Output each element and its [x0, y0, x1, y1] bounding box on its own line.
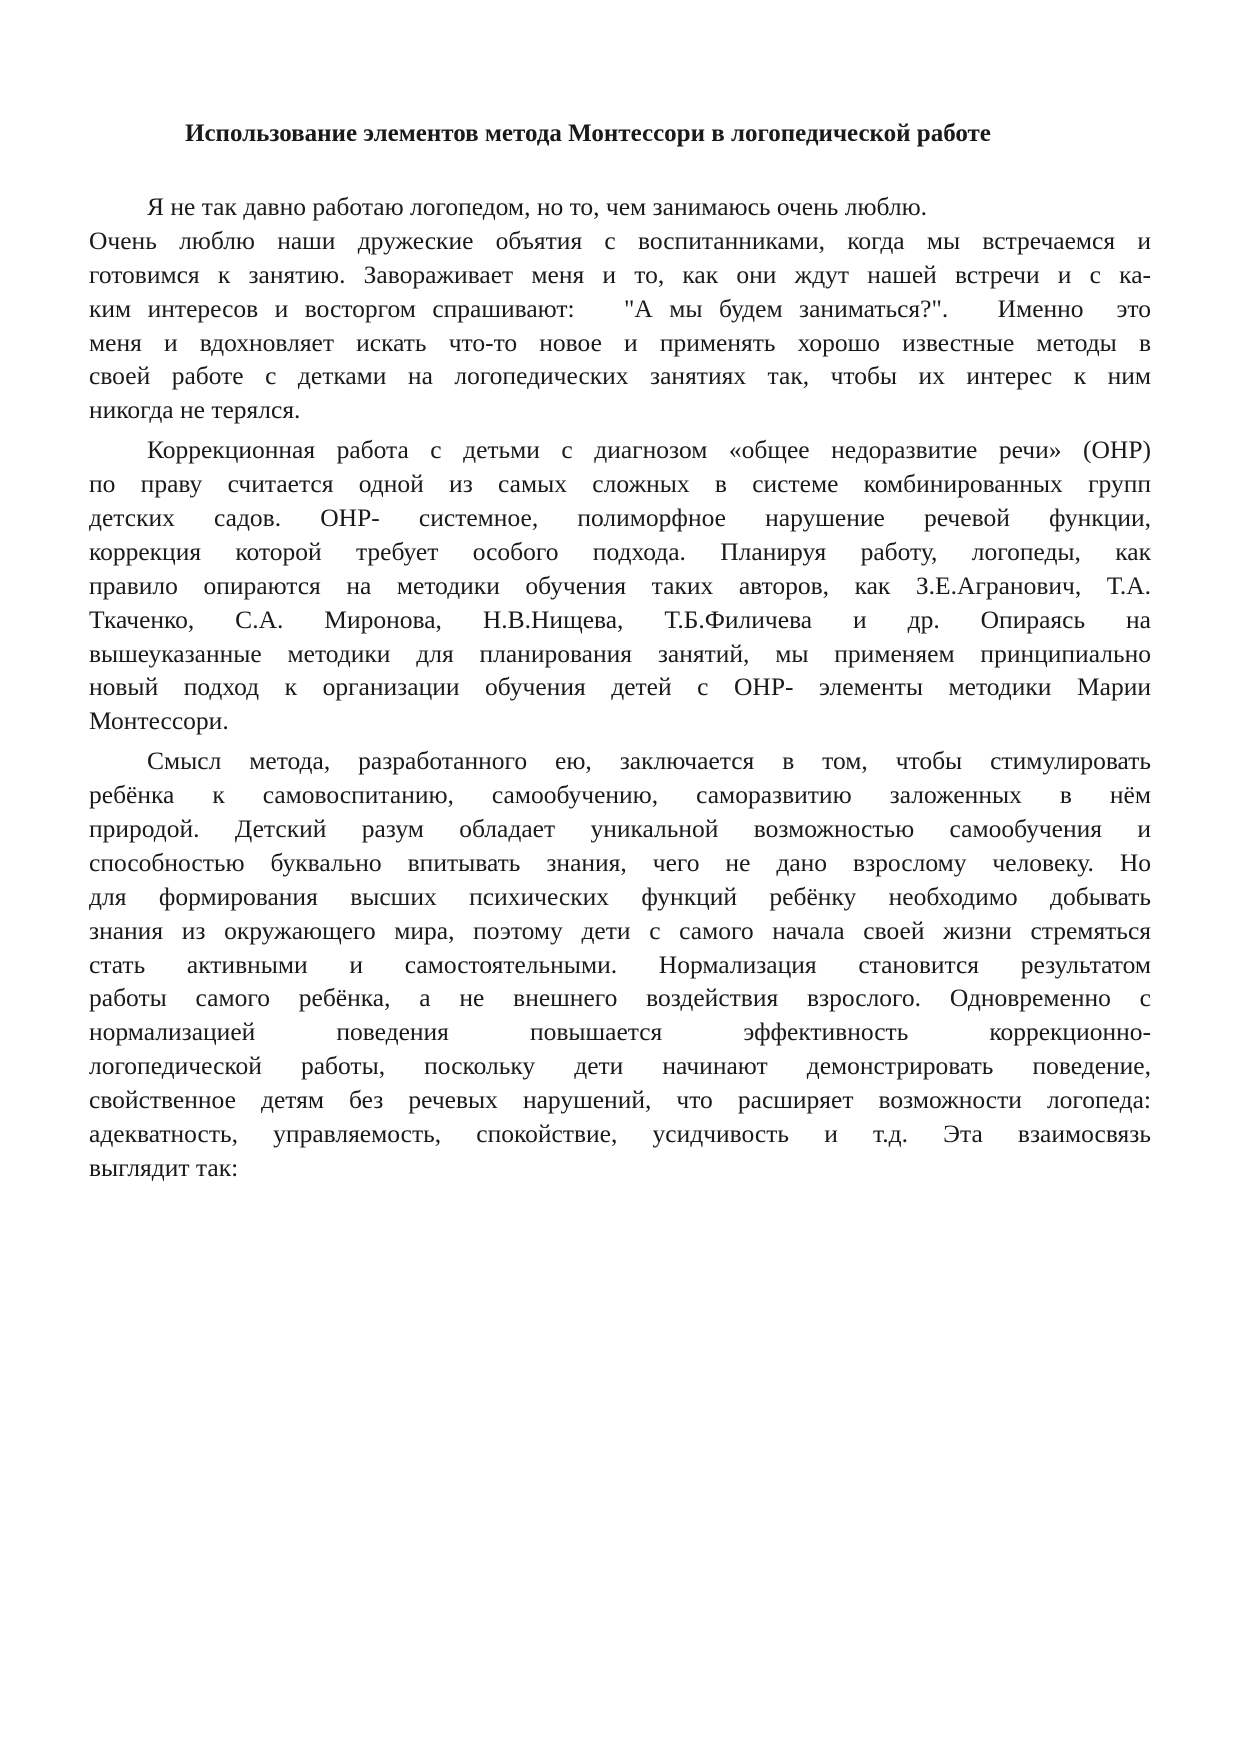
text-line: правило опираются на методики обучения таких авторов, как З.Е.Агранович, Т.А. — [89, 570, 1151, 600]
text-line: знания из окружающего мира, поэтому дети с самого начала своей жизни стремяться — [89, 915, 1151, 945]
text-line: работы самого ребёнка, а не внешнего воздействия взрослого. Одновременно с — [89, 983, 1151, 1013]
document-body — [89, 190, 1151, 1185]
text-line: ким интересов и восторгом спрашивают: "А мы будем заниматься?". Именно это — [89, 293, 1151, 323]
paragraph — [89, 433, 1151, 738]
text-line: нормализацией поведения повышается эффективность коррекционно- — [89, 1017, 1151, 1047]
text-line: стать активными и самостоятельными. Нормализация становится результатом — [89, 949, 1151, 979]
text-line: способностью буквально впитывать знания, чего не дано взрослому человеку. Но — [89, 847, 1151, 877]
text-line: детских садов. ОНР- системное, полиморфное нарушение речевой функции, — [89, 503, 1151, 533]
text-line: свойственное детям без речевых нарушений, что расширяет возможности логопеда: — [89, 1085, 1151, 1115]
text-line: готовимся к занятию. Завораживает меня и то, как они ждут нашей встречи и с ка- — [89, 259, 1151, 289]
text-line: вышеуказанные методики для планирования занятий, мы применяем принципиально — [89, 638, 1151, 668]
document-title: Использование элементов метода Монтессори в логопедической работе — [185, 120, 991, 147]
text-line: Я не так давно работаю логопедом, но то, чем занимаюсь очень люблю. — [147, 192, 928, 221]
text-line: выглядит так: — [89, 1152, 239, 1182]
text-line: логопедической работы, поскольку дети начинают демонстрировать поведение, — [89, 1051, 1151, 1081]
text-line: Ткаченко, С.А. Миронова, Н.В.Нищева, Т.Б.Филичева и др. Опираясь на — [89, 604, 1151, 634]
text-line: ребёнка к самовоспитанию, самообучению, саморазвитию заложенных в нём — [89, 780, 1151, 810]
text-line: адекватность, управляемость, спокойствие, усидчивость и т.д. Эта взаимосвязь — [89, 1119, 1151, 1149]
text-line: Коррекционная работа с детьми с диагнозом «общее недоразвитие речи» (ОНР) — [147, 435, 1151, 465]
text-line: по праву считается одной из самых сложных в системе комбинированных групп — [89, 469, 1151, 499]
text-line: своей работе с детками на логопедических занятиях так, чтобы их интерес к ним — [89, 361, 1151, 391]
text-line: для формирования высших психических функций ребёнку необходимо добывать — [89, 881, 1151, 911]
text-line: меня и вдохновляет искать что-то новое и применять хорошо известные методы в — [89, 327, 1151, 357]
paragraph — [89, 744, 1151, 1185]
text-line: Очень люблю наши дружеские объятия с воспитанниками, когда мы встречаемся и — [89, 225, 1151, 255]
paragraph — [89, 190, 1151, 427]
text-line: новый подход к организации обучения детей с ОНР- элементы методики Марии — [89, 672, 1151, 702]
text-line: никогда не терялся. — [89, 395, 301, 425]
text-line: коррекция которой требует особого подхода. Планируя работу, логопеды, как — [89, 536, 1151, 566]
text-line: природой. Детский разум обладает уникальной возможностью самообучения и — [89, 814, 1151, 844]
text-line: Смысл метода, разработанного ею, заключается в том, чтобы стимулировать — [147, 746, 1151, 776]
text-line: Монтессори. — [89, 706, 229, 736]
